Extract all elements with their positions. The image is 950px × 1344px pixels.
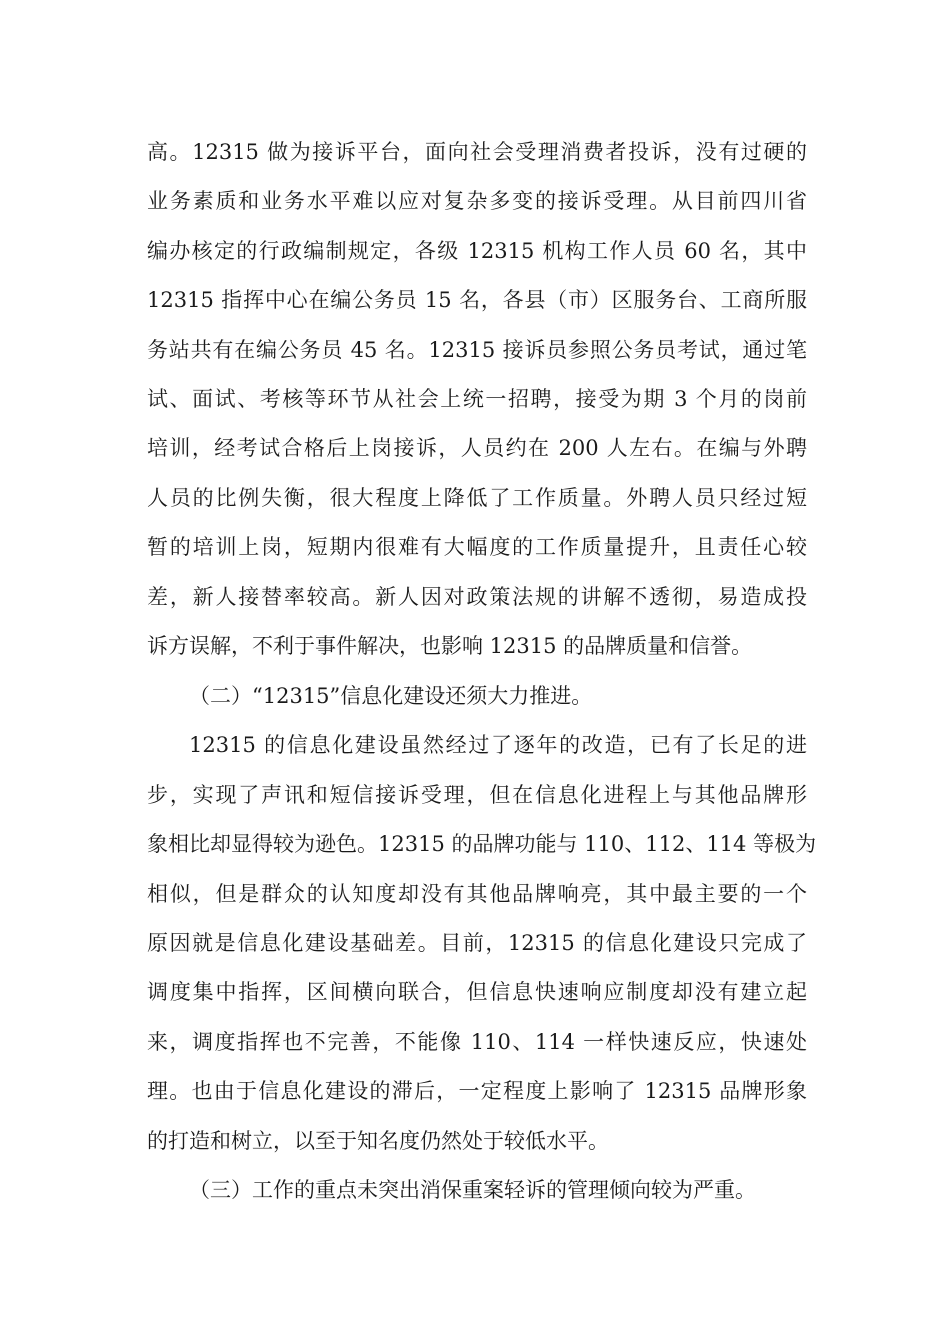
paragraph-1-line-9: 暂的培训上岗，短期内很难有大幅度的工作质量提升，且责任心较 bbox=[147, 535, 807, 559]
paragraph-2-line-9: 的打造和树立，以至于知名度仍然处于较低水平。 bbox=[147, 1129, 609, 1153]
paragraph-1-line-10: 差，新人接替率较高。新人因对政策法规的讲解不透彻，易造成投 bbox=[147, 585, 807, 609]
paragraph-1-line-2: 业务素质和业务水平难以应对复杂多变的接诉受理。从目前四川省 bbox=[147, 189, 807, 213]
paragraph-1-line-5: 务站共有在编公务员 45 名。12315 接诉员参照公务员考试，通过笔 bbox=[147, 338, 807, 362]
paragraph-1-line-4: 12315 指挥中心在编公务员 15 名，各县（市）区服务台、工商所服 bbox=[147, 288, 807, 312]
section-heading-3: （三）工作的重点未突出消保重案轻诉的管理倾向较为严重。 bbox=[189, 1178, 756, 1202]
paragraph-2-line-8: 理。也由于信息化建设的滞后，一定程度上影响了 12315 品牌形象 bbox=[147, 1079, 807, 1103]
paragraph-2-line-1: 12315 的信息化建设虽然经过了逐年的改造，已有了长足的进 bbox=[189, 733, 807, 757]
paragraph-1-line-1: 高。12315 做为接诉平台，面向社会受理消费者投诉，没有过硬的 bbox=[147, 140, 807, 164]
paragraph-1-line-7: 培训，经考试合格后上岗接诉，人员约在 200 人左右。在编与外聘 bbox=[147, 436, 807, 460]
paragraph-1-line-11: 诉方误解，不利于事件解决，也影响 12315 的品牌质量和信誉。 bbox=[147, 634, 753, 658]
paragraph-2-line-4: 相似，但是群众的认知度却没有其他品牌响亮，其中最主要的一个 bbox=[147, 882, 807, 906]
paragraph-1-line-3: 编办核定的行政编制规定，各级 12315 机构工作人员 60 名，其中 bbox=[147, 239, 807, 263]
paragraph-1-line-6: 试、面试、考核等环节从社会上统一招聘，接受为期 3 个月的岗前 bbox=[147, 387, 807, 411]
paragraph-2-line-6: 调度集中指挥，区间横向联合，但信息快速响应制度却没有建立起 bbox=[147, 980, 807, 1004]
paragraph-2-line-5: 原因就是信息化建设基础差。目前，12315 的信息化建设只完成了 bbox=[147, 931, 807, 955]
section-heading-2: （二）“12315”信息化建设还须大力推进。 bbox=[189, 684, 593, 708]
paragraph-2-line-3: 象相比却显得较为逊色。12315 的品牌功能与 110、112、114 等极为 bbox=[147, 832, 817, 856]
paragraph-1-line-8: 人员的比例失衡，很大程度上降低了工作质量。外聘人员只经过短 bbox=[147, 486, 807, 510]
paragraph-2-line-2: 步，实现了声讯和短信接诉受理，但在信息化进程上与其他品牌形 bbox=[147, 783, 807, 807]
paragraph-2-line-7: 来，调度指挥也不完善，不能像 110、114 一样快速反应，快速处 bbox=[147, 1030, 807, 1054]
